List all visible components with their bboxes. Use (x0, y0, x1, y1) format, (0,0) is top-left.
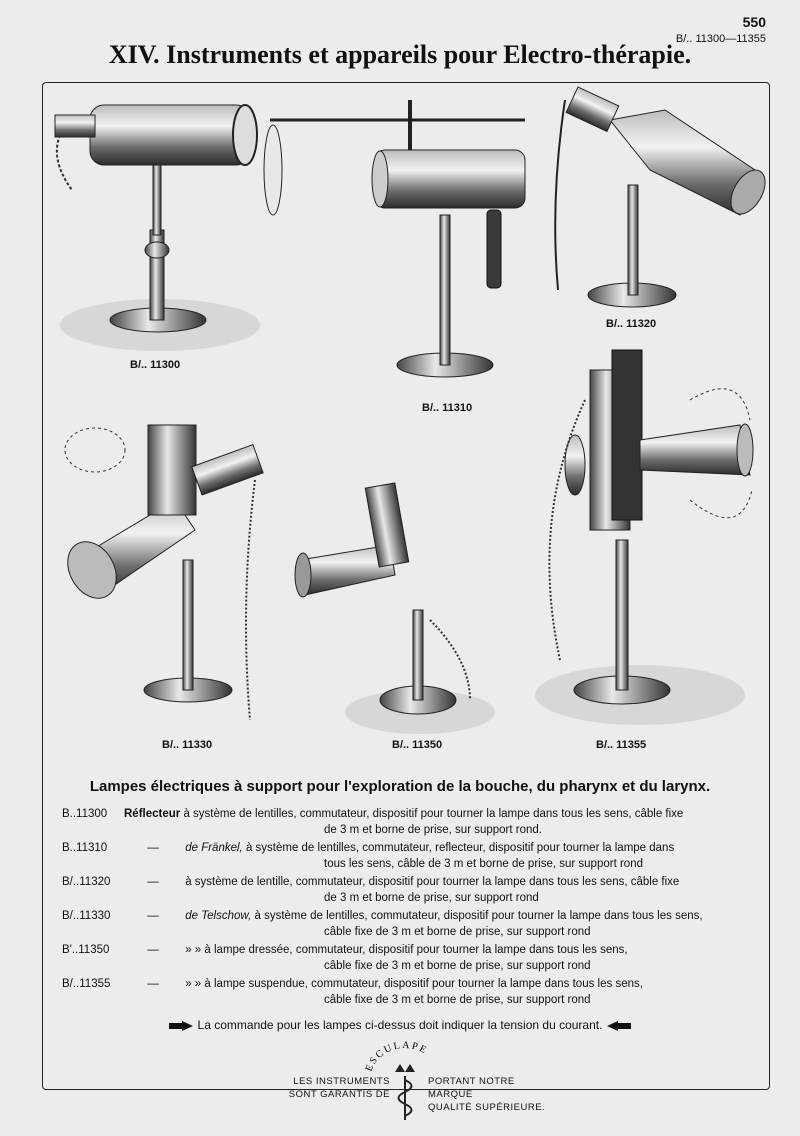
entry-lead: — (147, 978, 159, 990)
catalog-entries (62, 806, 752, 1010)
guarantee-left-line2: SONT GARANTIS DE (288, 1089, 390, 1100)
entry-prefix: » » (185, 978, 202, 990)
entry-lead: Réflecteur (124, 808, 181, 820)
entry-line1: à système de lentilles, commutateur, dispositif pour tourner la lampe dans tous les sens, câble fixe (183, 808, 684, 820)
figure-label: B/.. 11330 (162, 739, 213, 751)
guarantee-right (428, 1075, 558, 1114)
lamp-illustration-11355 (535, 350, 753, 725)
guarantee-right-line1: PORTANT NOTRE MARQUE (428, 1076, 515, 1100)
catalog-entry (62, 908, 752, 940)
pointing-hand-left-icon (606, 1020, 632, 1032)
page-number: 550 (742, 14, 766, 30)
figure-label: B/.. 11300 (130, 359, 181, 371)
guarantee-left-line1: LES INSTRUMENTS (293, 1076, 390, 1087)
section-heading: Lampes électriques à support pour l'exploration de la bouche, du pharynx et du larynx. (89, 778, 711, 795)
lamp-illustration-11300 (55, 105, 260, 351)
entry-ref: B..11300 (62, 808, 108, 820)
entry-prefix: de Telschow, (185, 910, 252, 922)
entry-line2: de 3 m et borne de prise, sur support rond (324, 892, 539, 904)
catalog-entry (62, 976, 752, 1008)
entry-ref: B..11310 (62, 842, 108, 854)
entry-line1: à système de lentilles, commutateur, dispositif pour tourner la lampe dans tous les sens, (254, 910, 703, 922)
order-note (0, 1018, 800, 1032)
figure-label: B/.. 11350 (392, 739, 443, 751)
entry-line2: tous les sens, câble de 3 m et borne de prise, sur support rond (324, 858, 643, 870)
catalog-entry (62, 874, 752, 906)
figure-label: B/.. 11355 (596, 739, 647, 751)
page-title: XIV. Instruments et appareils pour Electro-thérapie. (108, 40, 692, 69)
lamp-illustration-11320 (555, 87, 772, 307)
lamp-illustration-11330 (58, 425, 263, 720)
catalog-entry (62, 942, 752, 974)
entry-line2: câble fixe de 3 m et borne de prise, sur support rond (324, 960, 591, 972)
entry-line1: à lampe suspendue, commutateur, dispositif pour tourner la lampe dans tous les sens, (204, 978, 643, 990)
guarantee-right-line2: QUALITÉ SUPÉRIEURE. (428, 1102, 546, 1113)
reference-range: B/.. 11300—11355 (675, 33, 766, 45)
entry-ref: B/..11320 (62, 876, 111, 888)
entry-ref: B/..11330 (62, 910, 111, 922)
entry-line2: de 3 m et borne de prise, sur support rond. (324, 824, 542, 836)
logo-text: ESCULAPE (363, 1040, 430, 1074)
entry-lead: — (147, 910, 159, 922)
lamp-illustration-11350 (295, 483, 495, 734)
entry-line2: câble fixe de 3 m et borne de prise, sur support rond (324, 994, 591, 1006)
entry-line1: à système de lentilles, commutateur, reflecteur, dispositif pour tourner la lampe dans (245, 842, 675, 854)
entry-line1: à système de lentille, commutateur, dispositif pour tourner la lampe dans tous les sens, câble fixe (185, 876, 680, 888)
figure-label: B/.. 11320 (606, 318, 657, 330)
order-note-text: La commande pour les lampes ci-dessus doit indiquer la tension du courant. (197, 1018, 603, 1032)
entry-line2: câble fixe de 3 m et borne de prise, sur support rond (324, 926, 591, 938)
guarantee-left (270, 1075, 390, 1101)
pointing-hand-right-icon (168, 1020, 194, 1032)
entry-lead: — (147, 876, 159, 888)
lamp-illustration-11310 (264, 100, 525, 377)
entry-lead: — (147, 944, 159, 956)
entry-ref: B/..11355 (62, 978, 111, 990)
entry-prefix: » » (185, 944, 202, 956)
catalog-entry (62, 840, 752, 872)
catalog-entry (62, 806, 752, 838)
entry-lead: — (147, 842, 159, 854)
entry-line1: à lampe dressée, commutateur, dispositif pour tourner la lampe dans tous les sens, (204, 944, 628, 956)
figure-label: B/.. 11310 (422, 402, 473, 414)
entry-prefix: de Fränkel, (185, 842, 243, 854)
entry-ref: B'..11350 (62, 944, 110, 956)
